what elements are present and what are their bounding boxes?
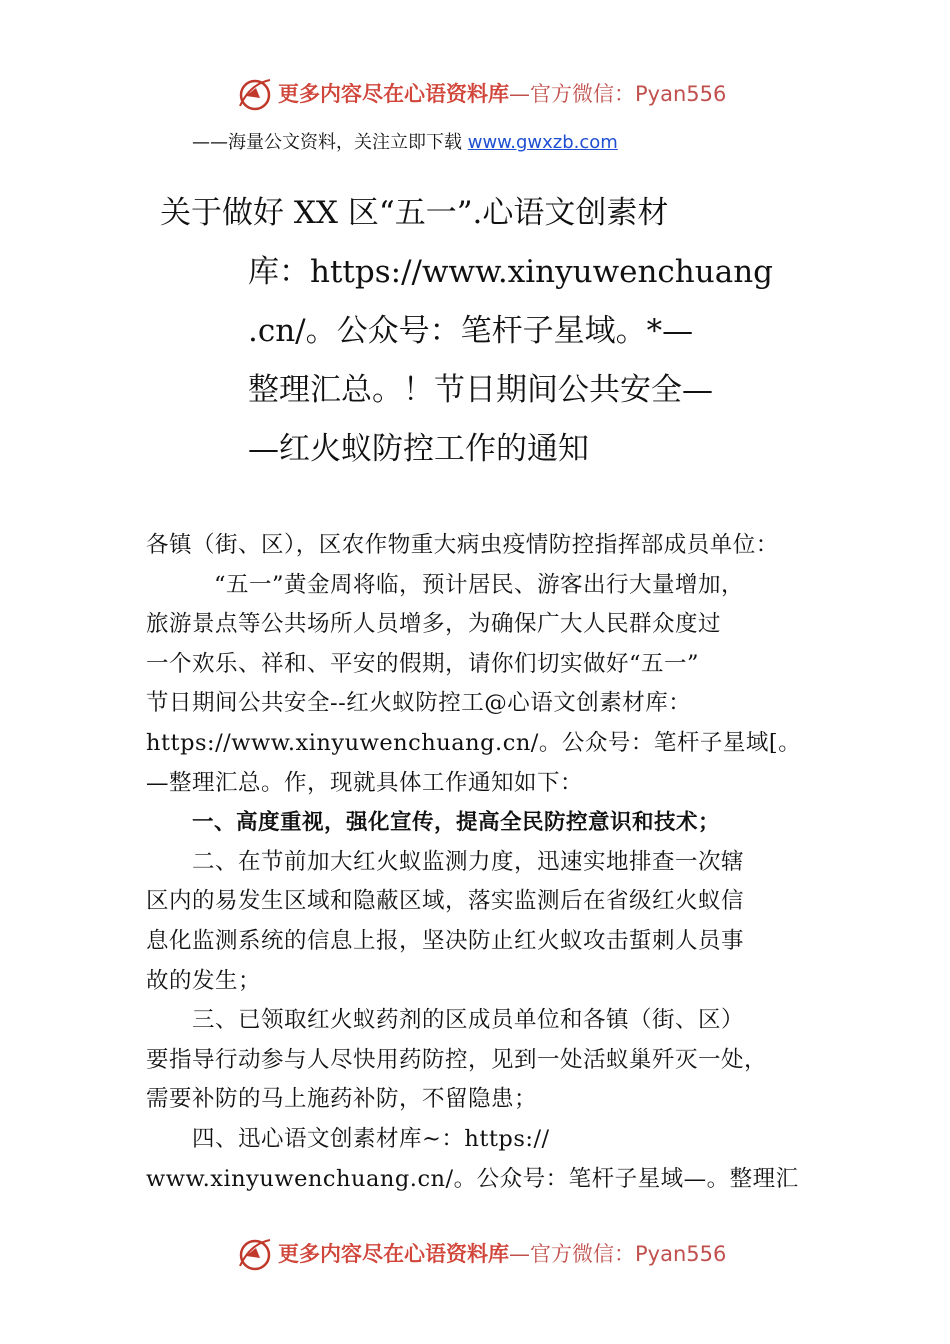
body-line: “五一”黄金周将临，预计居民、游客出行大量增加， bbox=[214, 571, 745, 598]
body-line: 一个欢乐、祥和、平安的假期，请你们切实做好“五一” bbox=[146, 650, 700, 677]
footer-banner-text bbox=[278, 1240, 726, 1268]
banner-separator: — bbox=[509, 82, 530, 106]
download-note-text: ——海量公文资料，关注立即下载 bbox=[192, 132, 468, 153]
banner-main-text: 更多内容尽在心语资料库 bbox=[278, 82, 509, 106]
body-line: 节日期间公共安全--红火蚁防控工@心语文创素材库： bbox=[146, 690, 692, 717]
body-line: 二、在节前加大红火蚁监测力度，迅速实地排查一次辖 bbox=[192, 848, 745, 875]
title-line: —红火蚁防控工作的通知 bbox=[248, 431, 589, 467]
download-link[interactable]: www.gwxzb.com bbox=[467, 132, 618, 153]
body-line: 需要补防的马上施药补防，不留隐患； bbox=[146, 1086, 538, 1113]
body-line: 三、已领取红火蚁药剂的区成员单位和各镇（街、区） bbox=[192, 1007, 745, 1034]
document-body bbox=[146, 526, 826, 1199]
body-line: 故的发生； bbox=[146, 967, 262, 994]
banner-wechat-text: 官方微信：Pyan556 bbox=[530, 82, 727, 106]
body-line: 旅游景点等公共场所人员增多，为确保广大人民群众度过 bbox=[146, 611, 722, 638]
brand-logo-icon bbox=[236, 1236, 274, 1272]
document-title bbox=[160, 184, 800, 479]
body-line: 要指导行动参与人尽快用药防控，见到一处活蚁巢歼灭一处， bbox=[146, 1046, 768, 1073]
section-heading: 一、高度重视，强化宣传，提高全民防控意识和技术； bbox=[192, 810, 721, 836]
body-line: https://www.xinyuwenchuang.cn/。公众号：笔杆子星域[。 bbox=[146, 729, 802, 756]
body-line: 息化监测系统的信息上报，坚决防止红火蚁攻击蜇刺人员事 bbox=[146, 927, 745, 954]
footer-banner bbox=[0, 1234, 950, 1274]
title-line: 库：https://www.xinyuwenchuang bbox=[248, 254, 774, 290]
body-line: 四、迅心语文创素材库~：https:// bbox=[192, 1125, 550, 1152]
footer-wechat-text: 官方微信：Pyan556 bbox=[530, 1242, 727, 1266]
title-line: 关于做好 XX 区“五一”.心语文创素材 bbox=[160, 195, 669, 231]
header-banner bbox=[0, 74, 950, 114]
brand-logo-icon bbox=[236, 76, 274, 112]
title-line: .cn/。公众号：笔杆子星域。*— bbox=[248, 313, 694, 349]
footer-separator: — bbox=[509, 1242, 530, 1266]
body-line: 区内的易发生区域和隐蔽区域，落实监测后在省级红火蚁信 bbox=[146, 888, 745, 915]
body-line: —整理汇总。作，现就具体工作通知如下： bbox=[146, 769, 584, 796]
download-note bbox=[192, 128, 618, 154]
banner-text bbox=[278, 80, 726, 108]
footer-main-text: 更多内容尽在心语资料库 bbox=[278, 1242, 509, 1266]
body-line: www.xinyuwenchuang.cn/。公众号：笔杆子星域—。整理汇 bbox=[146, 1165, 799, 1192]
title-line: 整理汇总。！节日期间公共安全— bbox=[248, 372, 713, 408]
body-line: 各镇（街、区），区农作物重大病虫疫情防控指挥部成员单位： bbox=[146, 532, 779, 558]
